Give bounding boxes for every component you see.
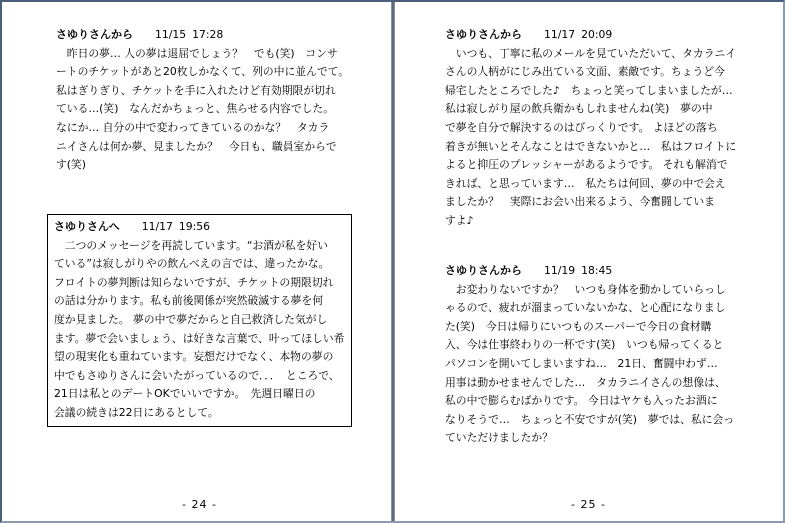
message-time: 18:45 — [581, 264, 613, 277]
message-line: お変わりないですか？ いつも身体を動かしていらっし — [445, 282, 726, 296]
message-1117-reply-box — [47, 214, 352, 427]
message-line: ている”は寂しがりやの飲んべえの言では、違ったかな。 — [54, 257, 330, 271]
message-line: パソコンを開いてしまいますね… 21日、奮闘中わず… — [445, 356, 718, 370]
message-line: 21日は私とのデートOKでいいですか。 先週日曜日の — [54, 387, 316, 401]
message-1119 — [445, 262, 734, 448]
message-header — [445, 262, 734, 281]
message-sender: さゆりさんから — [445, 264, 522, 277]
message-line: 着きが無いとそんなことはできないかと… 私はフロイトに — [445, 139, 737, 153]
message-line: た(笑) 今日は帰りにいつものスーパーで今日の食材購 — [445, 319, 712, 333]
message-line: なにか… 自分の中で変わってきているのかな？ タカラ — [56, 120, 330, 134]
message-line: ましたか？ 実際にお会い出来るよう、今奮闘していま — [445, 195, 715, 209]
message-time: 19:56 — [178, 220, 211, 233]
message-line: 入、今は仕事終わりの一杯です(笑) いつも帰ってくると — [445, 338, 724, 352]
message-sender: さゆりさんから — [56, 28, 133, 41]
message-line: フロイトの夢判断は知らないですが、チケットの期限切れ — [54, 275, 334, 289]
message-line: すよ♪ — [445, 213, 474, 227]
message-date: 11/17 — [544, 28, 576, 41]
message-header — [56, 26, 349, 45]
page-24 — [2, 2, 391, 521]
page-number: - 24 - — [182, 498, 217, 511]
message-date: 11/17 — [141, 220, 173, 233]
message-line: さんの人柄がにじみ出ている文面、素敵です。ちょうど今 — [445, 65, 725, 79]
message-header — [445, 26, 736, 45]
message-line: ます。夢で会いましょう、は好きな言葉で、叶ってほしい希 — [54, 331, 345, 345]
page-number: - 25 - — [571, 498, 606, 511]
message-line: 私は寂しがり屋の飲兵衛かもしれませんね(笑) 夢の中 — [445, 102, 713, 116]
message-1117 — [445, 26, 736, 231]
message-line: の話は分かります。私も前後関係が突然破滅する夢を何 — [54, 294, 324, 308]
message-line: 中でもさゆりさんに会いたがっているので．．． ところで、 — [54, 368, 340, 382]
message-date: 11/15 — [155, 28, 187, 41]
message-line: で夢を自分で解決するのはびっくりです。 よほどの落ち — [445, 120, 718, 134]
message-header — [54, 218, 345, 237]
message-line: す(笑) — [56, 158, 87, 172]
message-line: いつも、丁寧に私のメールを見ていただいて、タカラニイ — [445, 46, 737, 60]
message-line: 用事は動かせませんでした… タカラニイさんの想像は、 — [445, 375, 726, 389]
message-line: 私の中で膨らむばかりです。 今日はヤケも入ったお酒に — [445, 394, 718, 408]
message-recipient: さゆりさんへ — [54, 220, 120, 233]
message-time: 20:09 — [581, 28, 613, 41]
message-date: 11/19 — [544, 264, 576, 277]
message-line: 会議の続きは22日にあるとして。 — [54, 405, 219, 419]
message-line: きれば、と思っています… 私たちは何回、夢の中で会え — [445, 176, 726, 190]
message-sender: さゆりさんから — [445, 28, 522, 41]
message-line: 昨日の夢… 人の夢は退屈でしょう？ でも(笑) コンサ — [56, 46, 338, 60]
message-line: ニイさんは何か夢、見ましたか？ 今日も、職員室からで — [56, 139, 337, 153]
message-line: 望の現実化も重ねています。妄想だけでなく、本物の夢の — [54, 350, 334, 364]
message-line: ゃるので、疲れが溜まっていないかな、と心配になりまし — [445, 301, 726, 315]
message-line: ートのチケットがあと20枚しかなくて、列の中に並んでて。 — [56, 65, 350, 79]
message-1115 — [56, 26, 349, 175]
page-25 — [395, 2, 783, 521]
message-line: 私はぎりぎり、チケットを手に入れたけど有効期限が切れ — [56, 83, 336, 97]
message-line: ている…(笑) なんだかちょっと、焦らせる内容でした。 — [56, 102, 335, 116]
message-line: 二つのメッセージを再読しています。“お酒が私を好い — [54, 238, 329, 252]
message-line: 帰宅したところでした♪ ちょっと笑ってしまいましたが… — [445, 83, 733, 97]
message-line: 度か見ました。 夢の中で夢だからと自己救済した気がし — [54, 312, 328, 326]
message-line: なりそうで… ちょっと不安ですが(笑) 夢では、私に会っ — [445, 412, 735, 426]
message-time: 17:28 — [192, 28, 224, 41]
message-line: ていただけましたか？ — [445, 431, 553, 445]
message-line: よると抑圧のプレッシャーがあるようです。 それも解消で — [445, 158, 728, 172]
